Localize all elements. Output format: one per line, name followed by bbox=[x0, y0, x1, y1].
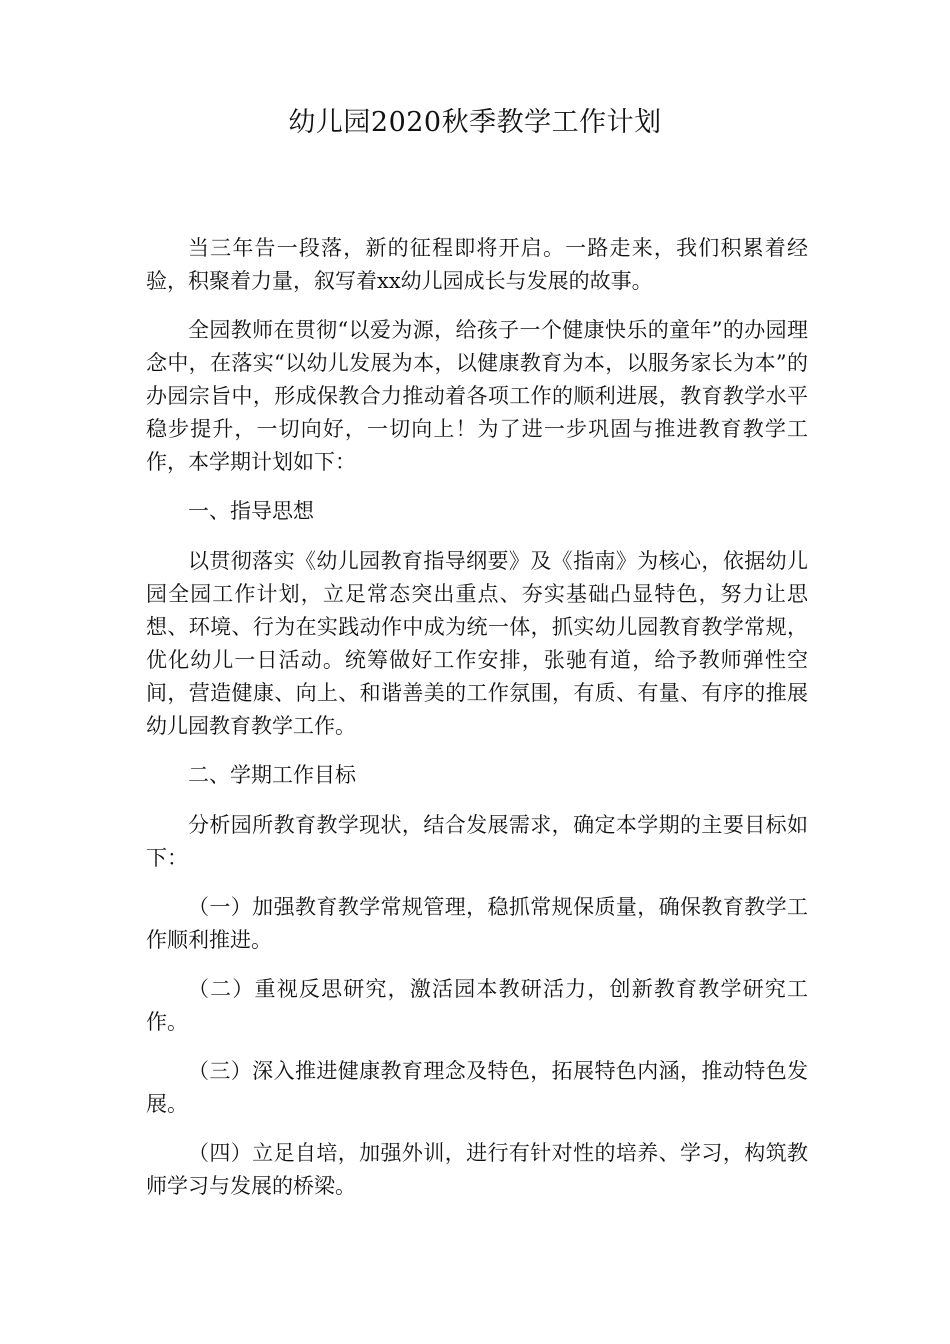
section-heading-semester-goals: 二、学期工作目标 bbox=[188, 763, 356, 787]
paragraph-guiding-ideology: 以贯彻落实《幼儿园教育指导纲要》及《指南》为核心，依据幼儿园全园工作计划，立足常态突出重点、夯实基础凸显特色，努力让思想、环境、行为在实践动作中成为统一体，抓实幼儿园教育教学常规，优化幼儿一日活动。统筹做好工作安排，张驰有道，给予教师弹性空间，营造健康、向上、和谐善美的工作氛围，有质、有量、有序的推展幼儿园教育教学工作。 bbox=[146, 549, 808, 738]
document-body bbox=[146, 232, 808, 1219]
list-item-goal-4: （四）立足自培，加强外训，进行有针对性的培养、学习，构筑教师学习与发展的桥梁。 bbox=[146, 1141, 808, 1198]
section-heading-guiding-ideology: 一、指导思想 bbox=[188, 499, 314, 523]
list-item-goal-2: （二）重视反思研究，激活园本教研活力，创新教育教学研究工作。 bbox=[146, 977, 808, 1034]
list-item-goal-3: （三）深入推进健康教育理念及特色，拓展特色内涵，推动特色发展。 bbox=[146, 1059, 808, 1116]
paragraph-intro: 当三年告一段落，新的征程即将开启。一路走来，我们积累着经验，积聚着力量，叙写着xx幼儿园成长与发展的故事。 bbox=[146, 236, 808, 293]
paragraph-philosophy: 全园教师在贯彻“以爱为源，给孩子一个健康快乐的童年”的办园理念中，在落实“以幼儿发展为本，以健康教育为本，以服务家长为本”的办园宗旨中，形成保教合力推动着各项工作的顺利进展，教育教学水平稳步提升，一切向好，一切向上！为了进一步巩固与推进教育教学工作，本学期计划如下： bbox=[146, 318, 808, 474]
document-title: 幼儿园2020秋季教学工作计划 bbox=[288, 107, 662, 138]
list-item-goal-1: （一）加强教育教学常规管理，稳抓常规保质量，确保教育教学工作顺利推进。 bbox=[146, 895, 808, 952]
paragraph-goals-intro: 分析园所教育教学现状，结合发展需求，确定本学期的主要目标如下： bbox=[146, 813, 808, 870]
